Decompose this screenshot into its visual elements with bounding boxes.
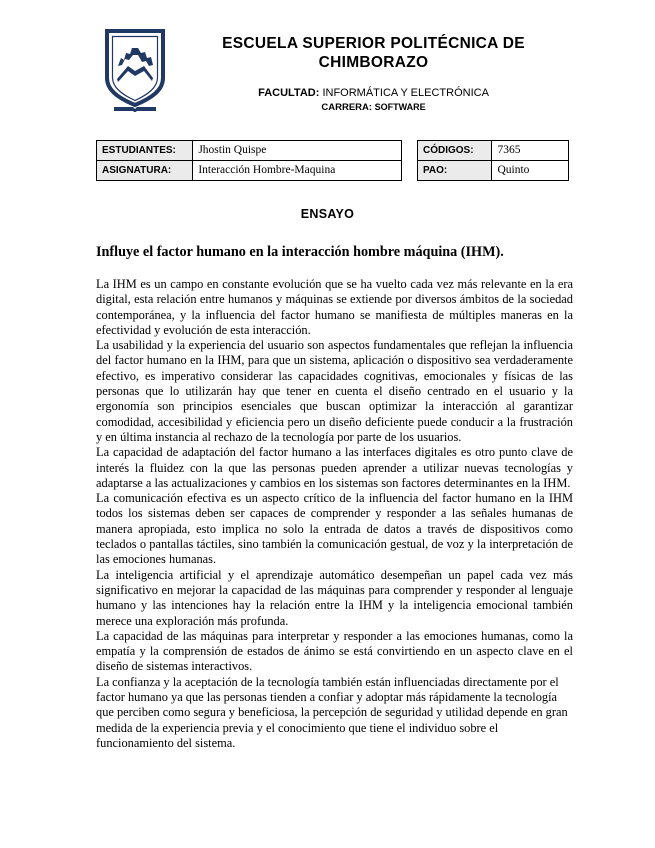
paragraph: La capacidad de las máquinas para interpretar y responder a las emociones humanas, como la empatía y la comprensión de estados de ánimo se está convirtiendo en un aspecto clave en el diseño de sistemas interactivos. bbox=[96, 628, 573, 674]
codigos-value: 7365 bbox=[492, 141, 569, 161]
paragraph: La inteligencia artificial y el aprendizaje automático desempeñan un papel cada vez más significativo en mejorar la capacidad de las máquinas para comprender y responder al lenguaje humano y las intenciones hay la relación entre la IHM y la inteligencia emocional también merece una exploración más profunda. bbox=[96, 567, 573, 628]
career-label: CARRERA: bbox=[321, 102, 373, 113]
table-row bbox=[97, 141, 402, 161]
espoch-shield-logo bbox=[104, 28, 178, 112]
pao-label: PAO: bbox=[418, 161, 492, 181]
university-name-line1: ESCUELA SUPERIOR POLITÉCNICA DE bbox=[222, 35, 525, 52]
faculty-label: FACULTAD: bbox=[258, 87, 320, 99]
header-text-block bbox=[178, 26, 569, 114]
document-header bbox=[0, 0, 655, 114]
university-name-line2: CHIMBORAZO bbox=[318, 54, 429, 71]
essay-body bbox=[0, 277, 655, 751]
career-value: SOFTWARE bbox=[372, 102, 426, 112]
student-info-table bbox=[96, 140, 402, 181]
faculty-value: INFORMÁTICA Y ELECTRÓNICA bbox=[319, 87, 489, 99]
table-row bbox=[418, 141, 569, 161]
asignatura-label: ASIGNATURA: bbox=[97, 161, 193, 181]
logo-container bbox=[104, 26, 178, 112]
pao-value: Quinto bbox=[492, 161, 569, 181]
estudiantes-value: Jhostin Quispe bbox=[193, 141, 402, 161]
table-row bbox=[418, 161, 569, 181]
paragraph: La confianza y la aceptación de la tecnología también están influenciadas directamente por el factor humano ya que las personas tienden a confiar y adoptar más rápidamente la tecnología que perciben como segura y beneficiosa, la percepción de seguridad y utilidad depende en gran medida de la experiencia previa y el conocimiento que tiene el individuo sobre el funcionamiento del sistema. bbox=[96, 674, 568, 750]
course-info-table bbox=[417, 140, 569, 181]
section-title: ENSAYO bbox=[300, 207, 355, 221]
paragraph: La usabilidad y la experiencia del usuario son aspectos fundamentales que reflejan la influencia del factor humano en la IHM, para que un sistema, aplicación o dispositivo sea verdaderamente efectivo, es imperativo considerar las capacidades cognitivas, emocionales y físicas de las personas que lo utilizarán hay que tener en cuenta el diseño centrado en el usuario y la ergonomía son principios esenciales que buscan optimizar la interacción al garantizar comodidad, accesibilidad y eficiencia pero un diseño deficiente puede conducir a la frustración y en última instancia al rechazo de la tecnología por parte de los usuarios. bbox=[96, 338, 573, 444]
career-line bbox=[178, 101, 569, 114]
paragraph: La comunicación efectiva es un aspecto crítico de la influencia del factor humano en la IHM todos los sistemas deben ser capaces de comprender y responder a las señales humanas de manera apropiada, esto implica no solo la entrada de datos a través de dispositivos como teclados o pantallas táctiles, sino también la comunicación gestual, de voz y la interpretación de las emociones humanas. bbox=[96, 491, 573, 567]
paragraph: La capacidad de adaptación del factor humano a las interfaces digitales es otro punto clave de interés la fluidez con la que las personas pueden aprender a utilizar nuevas tecnologías y adaptarse a las actualizaciones y cambios en los sistemas son factores determinantes en la IHM. bbox=[96, 445, 573, 490]
info-tables-row bbox=[0, 140, 655, 181]
paragraph: La IHM es un campo en constante evolución que se ha vuelto cada vez más relevante en la era digital, esta relación entre humanos y máquinas se extiende por diversos ámbitos de la sociedad contemporánea, y la influencia del factor humano se manifiesta de múltiples maneras en la efectividad y evolución de esta interacción. bbox=[96, 277, 573, 337]
asignatura-value: Interacción Hombre-Maquina bbox=[193, 161, 402, 181]
codigos-label: CÓDIGOS: bbox=[418, 141, 492, 161]
estudiantes-label: ESTUDIANTES: bbox=[97, 141, 193, 161]
faculty-line bbox=[178, 86, 569, 100]
table-row bbox=[97, 161, 402, 181]
page-title: Influye el factor humano en la interacción hombre máquina (IHM). bbox=[96, 244, 504, 260]
